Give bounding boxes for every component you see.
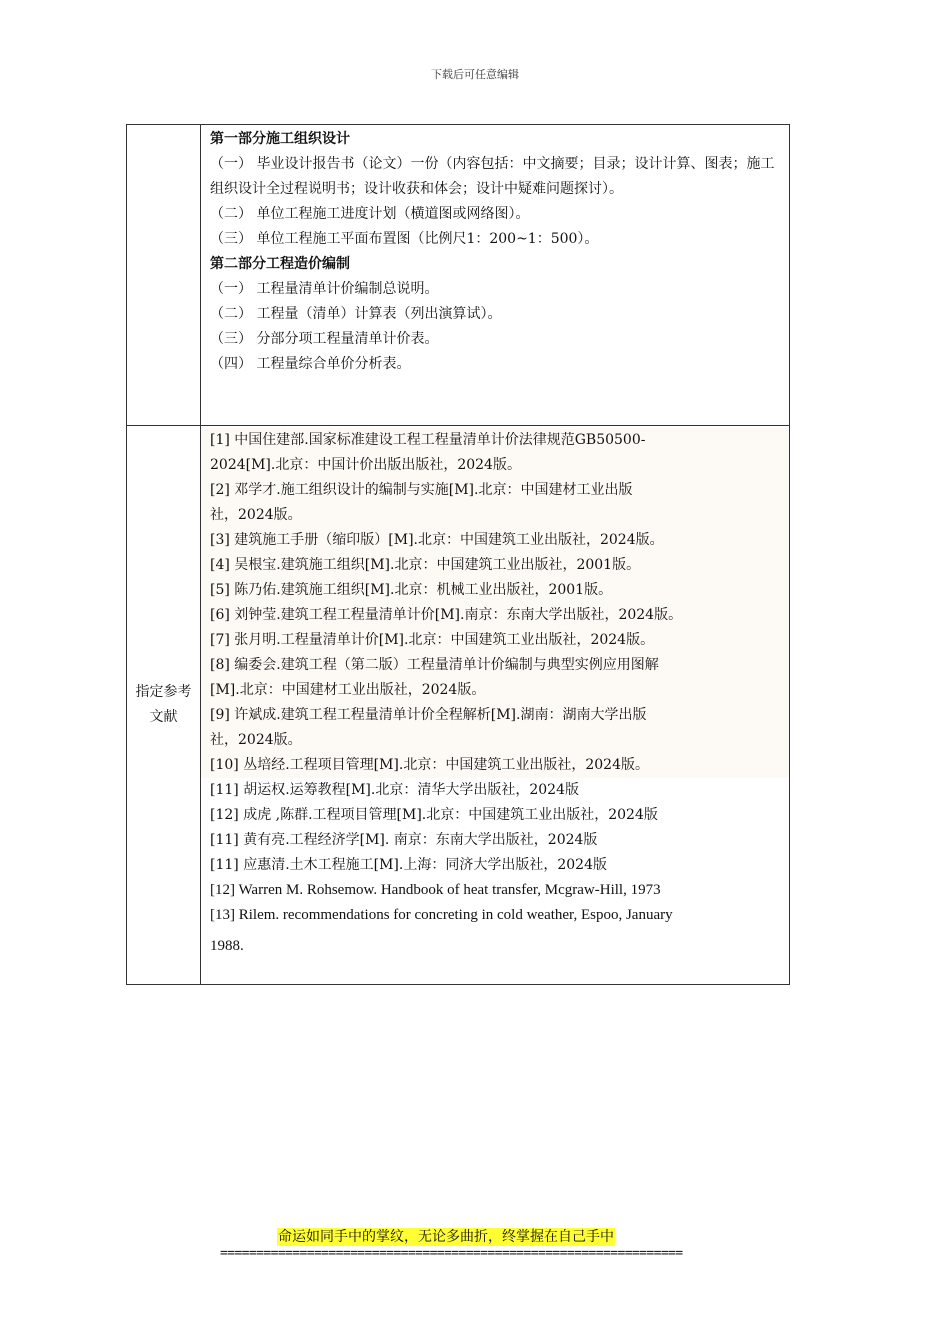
section2-item: （一） 工程量清单计价编制总说明。 <box>210 281 439 297</box>
section1-item: （一） 毕业设计报告书（论文）一份（内容包括：中文摘要；目录；设计计算、图表；施工组织设计全过程说明书；设计收获和体会；设计中疑难问题探讨）。 <box>210 156 775 197</box>
reference-line: 社，2024版。 <box>210 732 302 748</box>
table-row-references <box>127 426 790 985</box>
section1-item: （三） 单位工程施工平面布置图（比例尺1：200~1：500）。 <box>210 231 599 247</box>
footer-rule: ================================================================ <box>220 1246 683 1261</box>
reference-line: [M].北京：中国建材工业出版社，2024版。 <box>210 682 486 698</box>
content-table <box>126 124 790 985</box>
section2-item: （二） 工程量（清单）计算表（列出演算试）。 <box>210 306 502 322</box>
reference-line: [13] Rilem. recommendations for concreting in cold weather, Espoo, January <box>210 907 673 923</box>
reference-line: [7] 张月明.工程量清单计价[M].北京：中国建筑工业出版社，2024版。 <box>210 632 655 648</box>
refs-content-cell <box>201 426 790 985</box>
section2-item: （四） 工程量综合单价分析表。 <box>210 356 411 372</box>
reference-line: [12] Warren M. Rohsemow. Handbook of heat transfer, Mcgraw-Hill, 1973 <box>210 882 661 898</box>
reference-line: [10] 丛培经.工程项目管理[M].北京：中国建筑工业出版社，2024版。 <box>210 757 649 773</box>
reference-line: [11] 应惠清.土木工程施工[M].上海：同济大学出版社，2024版 <box>210 857 607 873</box>
section1-item: （二） 单位工程施工进度计划（横道图或网络图）。 <box>210 206 530 222</box>
row-label-empty <box>127 125 201 426</box>
reference-line: [1] 中国住建部.国家标准建设工程工程量清单计价法律规范GB50500- <box>210 432 646 448</box>
reference-line: [3] 建筑施工手册（缩印版）[M].北京：中国建筑工业出版社，2024版。 <box>210 532 664 548</box>
reference-line: [4] 吴根宝.建筑施工组织[M].北京：中国建筑工业出版社，2001版。 <box>210 557 641 573</box>
refs-label: 指定参考文献 <box>135 684 192 725</box>
reference-line: [5] 陈乃佑.建筑施工组织[M].北京：机械工业出版社，2001版。 <box>210 582 613 598</box>
reference-line: [2] 邓学才.施工组织设计的编制与实施[M].北京：中国建材工业出版 <box>210 482 633 498</box>
reference-line: [9] 许斌成.建筑工程工程量清单计价全程解析[M].湖南：湖南大学出版 <box>210 707 647 723</box>
design-content-cell <box>201 125 790 426</box>
page-header: 下载后可任意编辑 <box>431 68 519 81</box>
reference-line: 2024[M].北京：中国计价出版出版社，2024版。 <box>210 457 521 473</box>
reference-line: [11] 胡运权.运筹教程[M].北京：清华大学出版社，2024版 <box>210 782 579 798</box>
reference-line: [8] 编委会.建筑工程（第二版）工程量清单计价编制与典型实例应用图解 <box>210 657 659 673</box>
section2-heading: 第二部分工程造价编制 <box>210 256 350 272</box>
section2-item: （三） 分部分项工程量清单计价表。 <box>210 331 439 347</box>
reference-line: 1988. <box>210 938 244 954</box>
refs-label-cell <box>127 426 201 985</box>
reference-line: [11] 黄有亮.工程经济学[M]. 南京：东南大学出版社，2024版 <box>210 832 598 848</box>
reference-line: 社，2024版。 <box>210 507 302 523</box>
reference-line: [12] 成虎 ,陈群.工程项目管理[M].北京：中国建筑工业出版社，2024版 <box>210 807 658 823</box>
footer-motto: 命运如同手中的掌纹，无论多曲折，终掌握在自己手中 <box>278 1229 614 1245</box>
table-row-design <box>127 125 790 426</box>
section1-heading: 第一部分施工组织设计 <box>210 131 350 147</box>
reference-line: [6] 刘钟莹.建筑工程工程量清单计价[M].南京：东南大学出版社，2024版。 <box>210 607 683 623</box>
refs-highlighted-block <box>201 428 789 778</box>
